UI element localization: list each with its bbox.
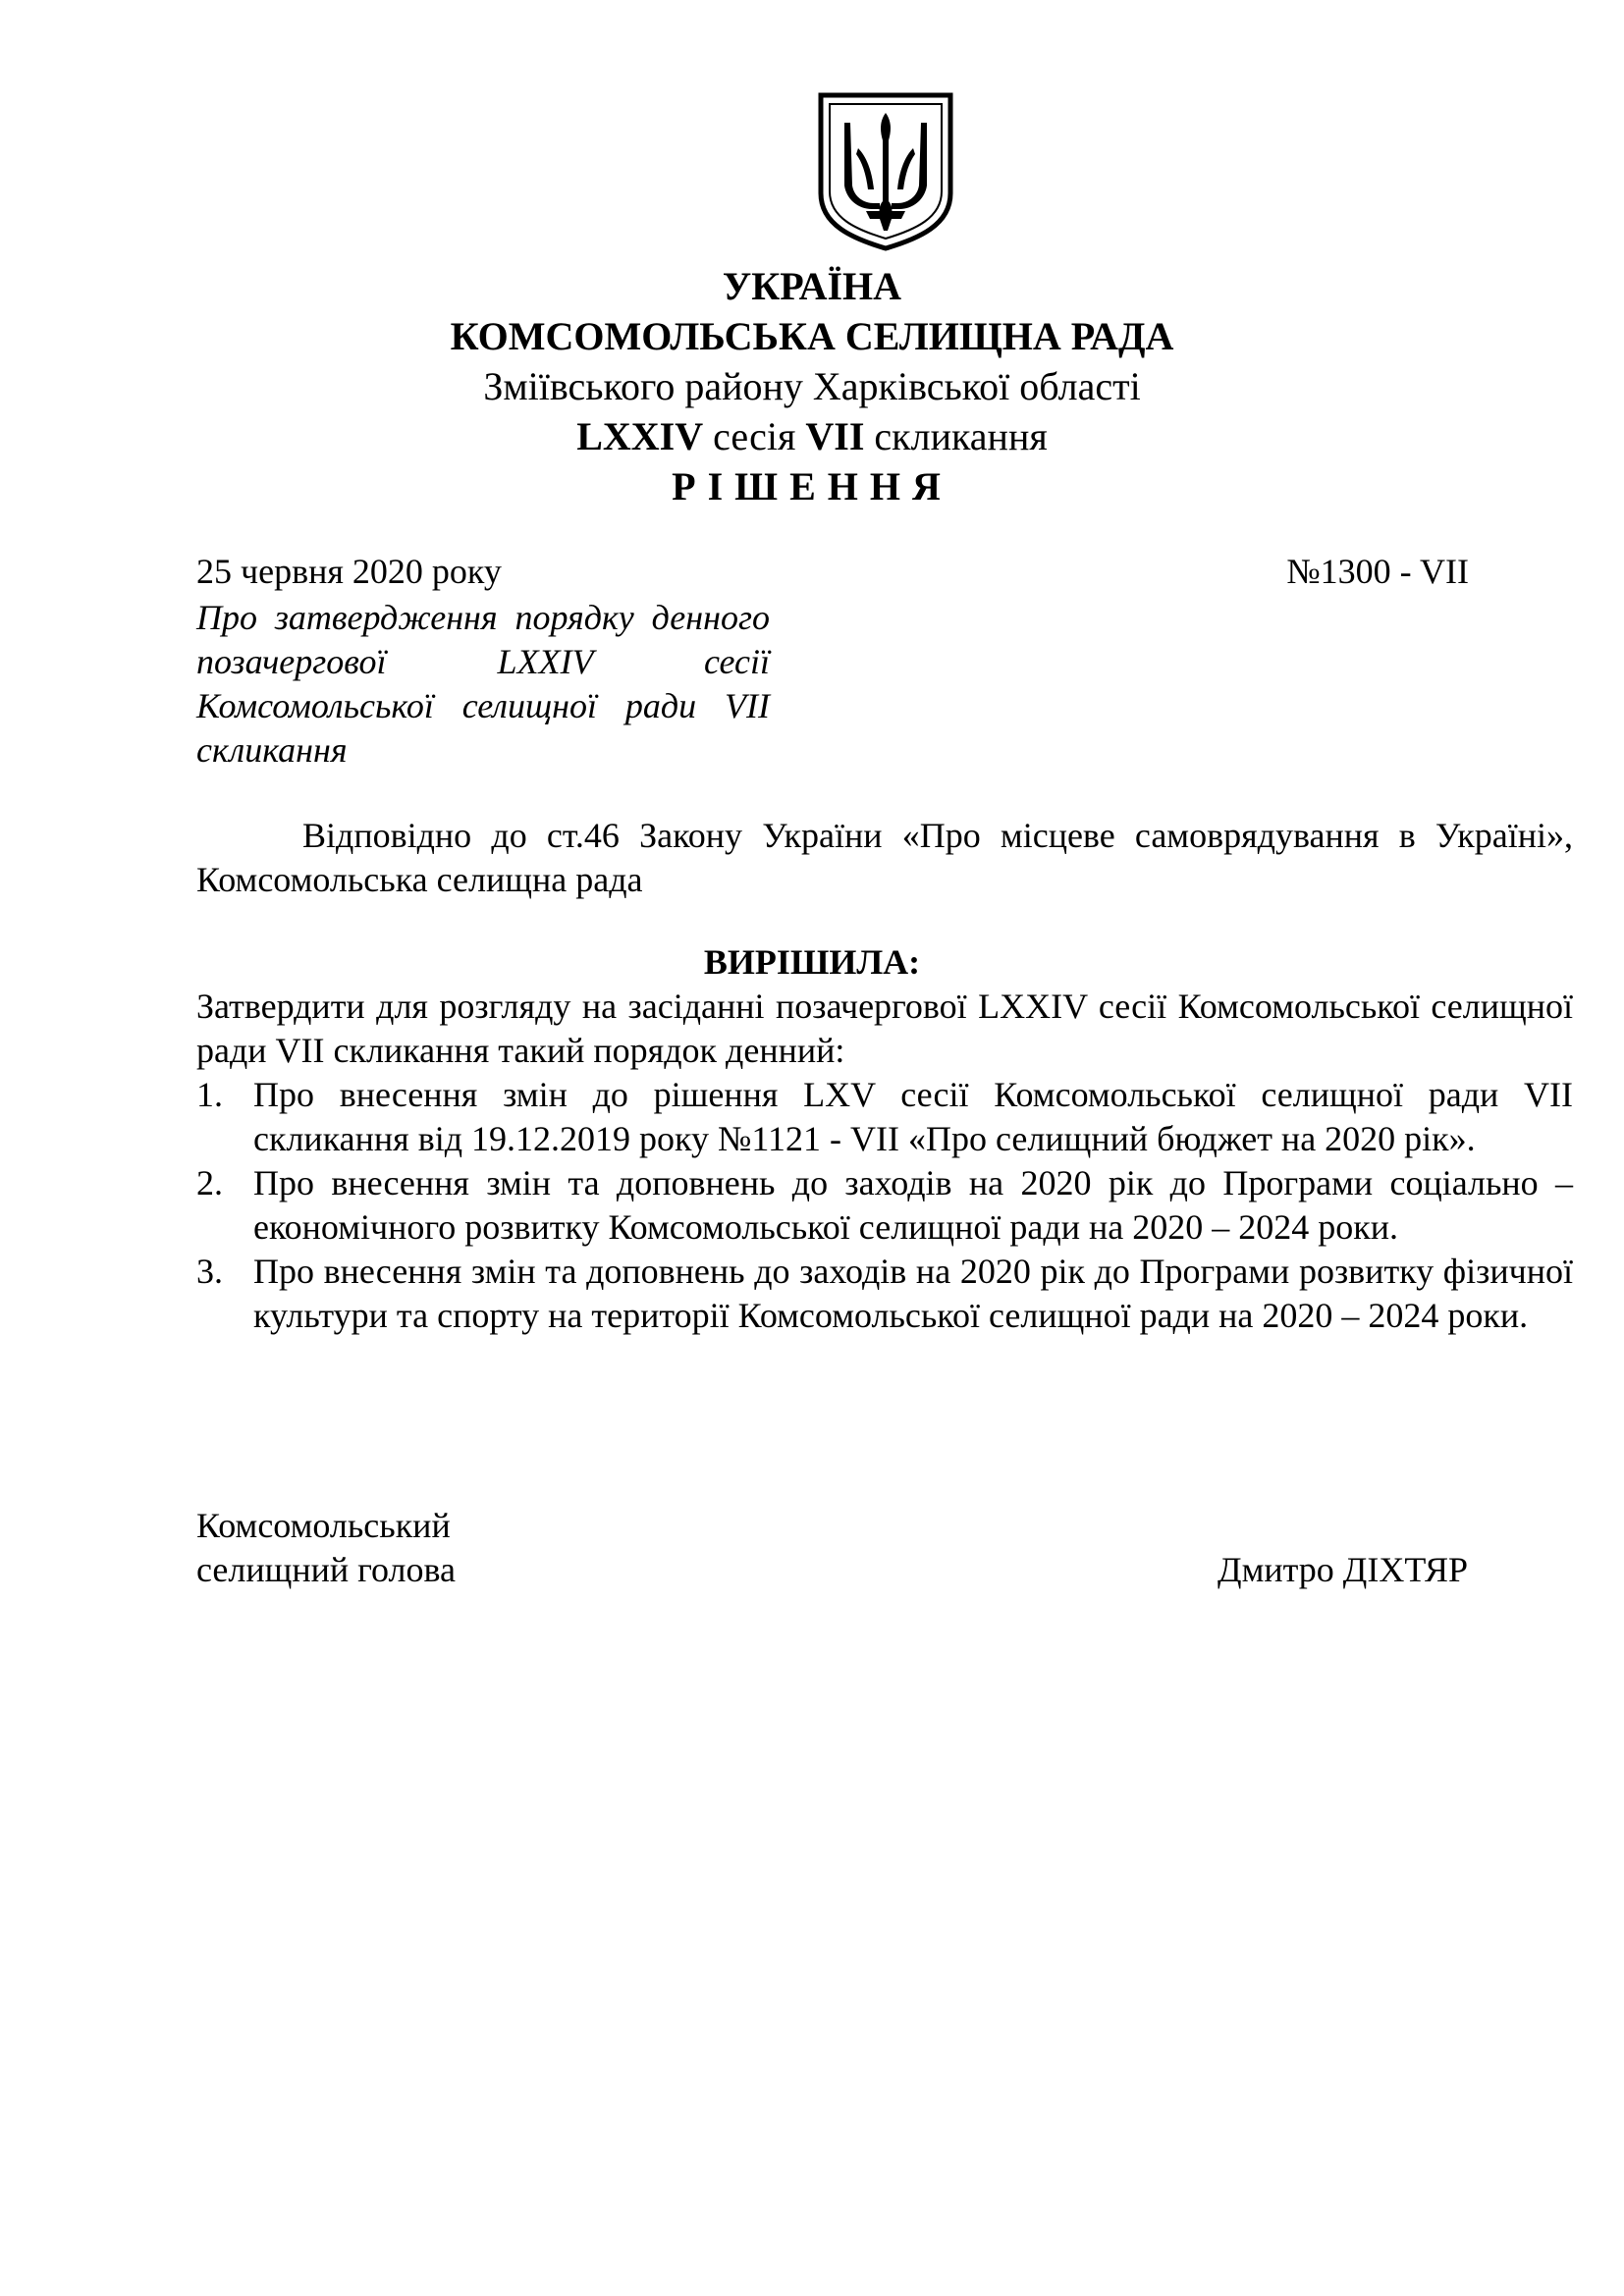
signatory-position-line1: Комсомольський [196, 1506, 451, 1545]
decision-date: 25 червня 2020 року [196, 552, 502, 591]
council-heading: КОМСОМОЛЬСЬКА СЕЛИЩНА РАДА [450, 314, 1174, 358]
signatory-position [196, 1504, 456, 1592]
convocation-word: скликання [874, 414, 1048, 458]
convocation-number: VII [805, 414, 865, 458]
agenda-item-number: 3. [196, 1252, 223, 1291]
agenda-item-text: Про внесення змін та доповнень до заходів на 2020 рік до Програми розвитку фізичної культури та спорту на території Комсомольської селищної ради на 2020 – 2024 роки. [253, 1252, 1573, 1335]
agenda-item [196, 1161, 1573, 1250]
agenda-item-number: 2. [196, 1163, 223, 1202]
signatory-position-line2: селищний голова [196, 1550, 457, 1589]
session-word: сесія [713, 414, 796, 458]
agenda-item-text: Про внесення змін та доповнень до заходів на 2020 рік до Програми соціально – економічного розвитку Комсомольської селищної ради на 2020 – 2024 роки. [253, 1163, 1573, 1247]
agenda-item-number: 1. [196, 1075, 223, 1114]
session-line [0, 411, 1624, 461]
agenda-intro: Затвердити для розгляду на засіданні позачергової LXXIV сесії Комсомольської селищної ради VII скликання такий порядок денний: [196, 987, 1573, 1070]
agenda-item-text: Про внесення змін до рішення LXV сесії Комсомольської селищної ради VII скликання від 19.12.2019 року №1121 - VII «Про селищний бюджет на 2020 рік». [253, 1075, 1573, 1158]
agenda-item [196, 1250, 1573, 1338]
decision-number: №1300 - VII [1286, 552, 1469, 591]
agenda-list [196, 1073, 1573, 1338]
signatory-name: Дмитро ДІХТЯР [1218, 1550, 1468, 1589]
agenda-item [196, 1073, 1573, 1161]
region-line: Зміївського району Харківської області [483, 364, 1141, 408]
resolved-heading: ВИРІШИЛА: [703, 942, 921, 982]
document-type-heading: РІШЕННЯ [672, 464, 952, 508]
preamble-paragraph: Відповідно до ст.46 Закону України «Про місцеве самоврядування в Україні», Комсомольська селищна рада [196, 816, 1573, 899]
country-heading: УКРАЇНА [722, 264, 902, 308]
session-number: LXXIV [576, 414, 704, 458]
decision-subject: Про затвердження порядку денного позачергової LXXIV сесії Комсомольської селищної ради VII скликання [196, 598, 770, 770]
trident-coat-of-arms-icon [817, 91, 954, 252]
